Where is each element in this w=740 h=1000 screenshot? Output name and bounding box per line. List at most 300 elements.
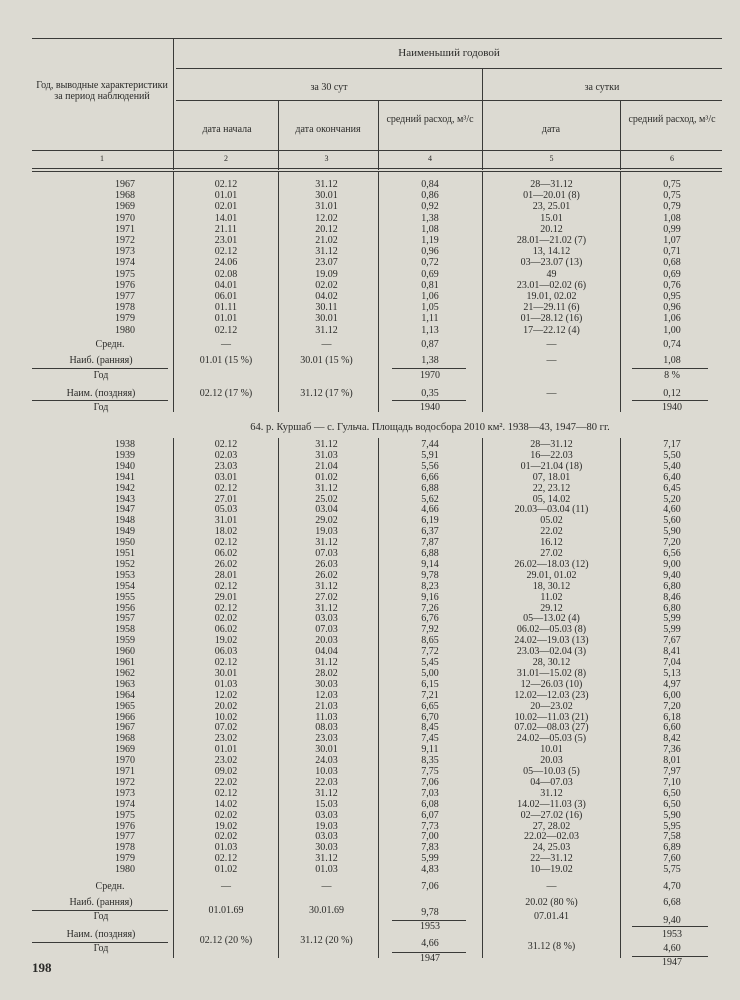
section2-day-date: 10.01 (540, 744, 563, 756)
section1-day-date: 13, 14.12 (532, 246, 571, 258)
section2-end-date: 31.12 (315, 482, 338, 494)
column-number-row (0, 154, 740, 164)
section2-start-date: 02.12 (214, 602, 238, 614)
section2-row-13 (0, 582, 740, 592)
section2-day-date: 07, 18.01 (532, 471, 571, 483)
section2-year: 1948 (115, 515, 135, 527)
section2-avg-flow-day: 6,60 (663, 722, 681, 734)
section2-row-18 (0, 636, 740, 646)
col1-label: Год, выводные характеристики за период наблюдений (36, 80, 168, 102)
section2-end-date: 03.03 (315, 831, 338, 843)
section2-year: 1950 (115, 537, 135, 549)
section2-avg-flow-day: 7,60 (663, 853, 681, 865)
s2-sredn-c6: 4,70 (663, 881, 681, 892)
section2-avg-flow-30: 7,44 (421, 439, 439, 450)
section2-end-date: 29.02 (315, 515, 338, 527)
section2-day-date: 20.03 (540, 755, 563, 767)
section2-row-21 (0, 669, 740, 679)
s1-naim-god-c6: 1940 (662, 402, 682, 413)
section2-avg-flow-day: 6,80 (663, 602, 681, 614)
section2-row-34 (0, 811, 740, 821)
s1-naim-rule-c4 (392, 400, 466, 401)
section2-year: 1973 (115, 787, 135, 799)
s2-sredn-label: Средн. (95, 881, 125, 892)
section2-row-32 (0, 789, 740, 799)
section2-year: 1962 (115, 667, 135, 679)
section2-year: 1960 (115, 646, 135, 658)
section2-avg-flow-30: 6,07 (421, 809, 439, 821)
s1-sredn-c3: — (321, 339, 332, 350)
section1-year: 1968 (115, 190, 135, 202)
section2-start-date: 19.02 (214, 820, 238, 832)
section2-avg-flow-30: 7,87 (421, 537, 439, 549)
section1-end-date: 23.07 (315, 257, 338, 269)
section1-end-date: 31.12 (315, 324, 338, 336)
s2-sredn-c4: 7,06 (421, 881, 439, 892)
section1-year: 1980 (115, 324, 135, 336)
section2-start-date: 28.01 (214, 569, 238, 581)
section2-end-date: 27.02 (315, 591, 338, 603)
section2-row-20 (0, 658, 740, 668)
section2-end-date: 23.03 (315, 733, 338, 745)
s1-naib-god-c4: 1970 (420, 370, 440, 381)
section2-end-date: 07.03 (315, 624, 338, 636)
section2-end-date: 30.03 (315, 678, 338, 690)
s1-naim-c3: 31.12 (17 %) (300, 388, 353, 399)
section2-avg-flow-30: 9,14 (421, 558, 439, 570)
section2-avg-flow-30: 6,66 (421, 471, 439, 483)
section2-day-date: 24, 25.03 (532, 842, 571, 854)
section1-avg-flow-30: 0,92 (421, 201, 439, 213)
section2-end-date: 11.03 (315, 711, 338, 723)
section1-avg-flow-30: 1,11 (421, 313, 439, 325)
section2-avg-flow-day: 5,99 (663, 613, 681, 625)
section1-year: 1970 (115, 212, 135, 224)
section1-start-date: 02.12 (214, 324, 238, 336)
section2-avg-flow-30: 8,65 (421, 635, 439, 647)
section2-day-date: 16.12 (540, 537, 563, 549)
section1-year: 1976 (115, 279, 135, 291)
col3-label: дата окончания (295, 124, 361, 135)
section2-avg-flow-30: 4,83 (421, 864, 439, 876)
section2-avg-flow-30: 7,03 (421, 787, 439, 799)
section1-avg-flow-day: 0,71 (663, 246, 681, 258)
s2-naim-god-c6: 1947 (662, 957, 682, 968)
section2-row-19 (0, 647, 740, 657)
section2-row-12 (0, 571, 740, 581)
section2-start-date: 05.03 (214, 504, 238, 516)
section2-row-10 (0, 549, 740, 559)
section2-start-date: 06.02 (214, 624, 238, 636)
section1-day-date: 21—29.11 (6) (523, 302, 580, 314)
section2-year: 1961 (115, 657, 135, 668)
col-num-2: 2 (224, 154, 228, 163)
section2-avg-flow-30: 9,16 (421, 591, 439, 603)
section2-avg-flow-30: 7,26 (421, 602, 439, 614)
section1-end-date: 12.02 (315, 212, 338, 224)
section2-end-date: 19.03 (315, 820, 338, 832)
section1-end-date: 31.12 (315, 246, 338, 258)
s1-naib-god-row (0, 371, 740, 381)
section1-day-date: 01—28.12 (16) (520, 313, 583, 325)
section2-day-date: 01—21.04 (18) (520, 460, 583, 472)
top-rule (32, 38, 722, 39)
section2-day-date: 05—10.03 (5) (523, 766, 580, 777)
section2-end-date: 31.12 (315, 657, 338, 668)
section2-day-date: 28, 30.12 (532, 657, 571, 668)
section2-day-date: 31.01—15.02 (8) (516, 667, 587, 679)
section2-row-3 (0, 473, 740, 483)
section1-start-date: 04.01 (214, 279, 238, 291)
section2-day-date: 28—31.12 (530, 439, 573, 450)
section2-start-date: 02.12 (214, 853, 238, 865)
section1-year: 1975 (115, 268, 135, 280)
section2-year: 1980 (115, 864, 135, 876)
section2-day-date: 07.02—08.03 (27) (514, 722, 589, 734)
section2-year: 1947 (115, 504, 135, 516)
section2-day-date: 18, 30.12 (532, 580, 571, 592)
section2-day-date: 02—27.02 (16) (520, 809, 583, 821)
section2-avg-flow-day: 5,99 (663, 624, 681, 636)
col4-label: средний расход, м³/с (386, 114, 474, 125)
s1-naib-c2: 01.01 (15 %) (199, 355, 253, 366)
s1-naib-rule-c6 (632, 368, 708, 369)
section1-avg-flow-30: 0,84 (421, 179, 439, 190)
section2-start-date: 01.02 (214, 864, 238, 876)
section1-row-12 (0, 314, 740, 324)
s2-naib-c4: 9,78 (421, 907, 439, 918)
section1-avg-flow-day: 1,00 (663, 324, 681, 336)
section2-start-date: 06.03 (214, 646, 238, 658)
section2-avg-flow-day: 6,18 (663, 711, 681, 723)
s2-naim-god-label: Год (93, 943, 109, 954)
section1-start-date: 02.01 (214, 201, 238, 213)
section2-row-4 (0, 484, 740, 494)
section2-day-date: 22.02—02.03 (524, 831, 579, 843)
section1-start-date: 02.12 (214, 246, 238, 258)
section2-avg-flow-day: 5,20 (663, 493, 681, 505)
section2-avg-flow-day: 5,40 (663, 460, 681, 472)
s2-naim-c3: 31.12 (20 %) (300, 935, 353, 946)
s1-naim-c5: — (546, 388, 557, 399)
section2-avg-flow-day: 6,56 (663, 548, 681, 559)
section2-avg-flow-day: 6,50 (663, 798, 681, 810)
section2-year: 1949 (115, 526, 135, 538)
section2-end-date: 08.03 (315, 722, 338, 734)
section1-day-date: 23, 25.01 (532, 201, 571, 213)
section1-row-13 (0, 326, 740, 336)
section1-day-date: 49 (546, 268, 557, 280)
section2-year: 1942 (115, 482, 135, 494)
section2-day-date: 05—13.02 (4) (523, 613, 580, 625)
section2-row-22 (0, 680, 740, 690)
section1-end-date: 02.02 (315, 279, 338, 291)
section2-row-26 (0, 723, 740, 733)
section2-day-date: 29.01, 01.02 (526, 569, 577, 581)
section1-avg-flow-day: 0,75 (663, 179, 681, 190)
s1-naib-c4: 1,38 (421, 355, 439, 366)
section1-avg-flow-day: 0,96 (663, 302, 681, 314)
section1-row-4 (0, 225, 740, 235)
section2-row-1 (0, 451, 740, 461)
section2-end-date: 21.04 (315, 460, 338, 472)
s1-naib-rule (32, 368, 168, 369)
section2-avg-flow-30: 5,56 (421, 460, 439, 472)
section2-avg-flow-30: 6,08 (421, 798, 439, 810)
section2-row-31 (0, 778, 740, 788)
header-bottom-rule (32, 150, 722, 151)
section2-row-6 (0, 505, 740, 515)
section2-start-date: 01.03 (214, 842, 238, 854)
s1-sredn-c2: — (221, 339, 231, 350)
col2-label: дата начала (202, 124, 252, 135)
section2-day-date: 12.02—12.03 (23) (514, 689, 589, 701)
section2-year: 1964 (115, 689, 135, 701)
section2-row-25 (0, 713, 740, 723)
section1-day-date: 28—31.12 (530, 179, 573, 190)
s1-naim-c2: 02.12 (17 %) (199, 388, 253, 399)
section1-start-date: 02.12 (214, 179, 238, 190)
section2-avg-flow-30: 5,91 (421, 449, 439, 461)
group-30-label: за 30 сут (310, 82, 348, 93)
section2-avg-flow-day: 8,46 (663, 591, 681, 603)
s1-naim-god-row (0, 403, 740, 413)
section1-day-date: 17—22.12 (4) (523, 324, 580, 336)
section2-start-date: 23.02 (214, 733, 238, 745)
section2-avg-flow-day: 5,90 (663, 526, 681, 538)
section1-avg-flow-day: 0,76 (663, 279, 681, 291)
section2-avg-flow-day: 7,67 (663, 635, 681, 647)
section1-year: 1973 (115, 246, 135, 258)
section2-day-date: 26.02—18.03 (12) (514, 558, 589, 570)
col-num-1: 1 (100, 154, 104, 163)
section1-day-date: 01—20.01 (8) (523, 190, 580, 202)
section2-end-date: 03.03 (315, 613, 338, 625)
s1-naim-row (0, 389, 740, 399)
section2-start-date: 12.02 (214, 689, 238, 701)
section2-start-date: 02.12 (214, 787, 238, 799)
section2-avg-flow-day: 9,00 (663, 558, 681, 570)
section2-day-date: 04—07.03 (530, 776, 573, 788)
section2-start-date: 10.02 (214, 711, 238, 723)
section2-year: 1976 (115, 820, 135, 832)
section2-avg-flow-30: 5,62 (421, 493, 439, 505)
section2-row-11 (0, 560, 740, 570)
section2-end-date: 25.02 (315, 493, 338, 505)
section2-avg-flow-30: 7,72 (421, 646, 439, 658)
section2-end-date: 15.03 (315, 798, 338, 810)
section1-start-date: 02.08 (214, 268, 238, 280)
s2-naib-god-label: Год (93, 911, 109, 922)
section2-avg-flow-30: 9,78 (421, 569, 439, 581)
section2-avg-flow-day: 8,41 (663, 646, 681, 658)
col-num-6: 6 (670, 154, 674, 163)
section2-year: 1978 (115, 842, 135, 854)
section2-year: 1958 (115, 624, 135, 636)
section1-start-date: 01.01 (214, 190, 238, 202)
section1-row-8 (0, 270, 740, 280)
s1-naim-c6: 0,12 (663, 388, 681, 399)
s1-naim-label: Наим. (поздняя) (66, 388, 136, 399)
page-number: 198 (32, 960, 52, 975)
section2-avg-flow-day: 7,20 (663, 700, 681, 712)
s1-naim-c4: 0,35 (421, 388, 439, 399)
section2-year: 1954 (115, 580, 135, 592)
section2-end-date: 20.03 (315, 635, 338, 647)
section2-avg-flow-day: 5,50 (663, 449, 681, 461)
section1-avg-flow-day: 0,95 (663, 291, 681, 302)
section2-avg-flow-day: 5,90 (663, 809, 681, 821)
section2-year: 1938 (115, 439, 135, 450)
section2-avg-flow-day: 8,01 (663, 755, 681, 767)
section1-avg-flow-30: 0,72 (421, 257, 439, 269)
section2-end-date: 03.04 (315, 504, 338, 516)
section1-end-date: 19.09 (315, 268, 338, 280)
section2-end-date: 31.12 (315, 602, 338, 614)
section1-year: 1971 (115, 223, 135, 235)
group-rule (176, 68, 722, 69)
section1-row-10 (0, 292, 740, 302)
s2-naib-c2: 01.01.69 (208, 905, 244, 916)
section1-end-date: 20.12 (315, 223, 338, 235)
col-num-4: 4 (428, 154, 432, 163)
section2-avg-flow-30: 6,65 (421, 700, 439, 712)
section2-start-date: 02.12 (214, 439, 238, 450)
section2-avg-flow-day: 7,58 (663, 831, 681, 843)
section1-avg-flow-day: 1,06 (663, 313, 681, 325)
section1-year: 1967 (115, 179, 135, 190)
section2-year: 1943 (115, 493, 135, 505)
col-num-5: 5 (549, 154, 554, 163)
section2-avg-flow-30: 6,70 (421, 711, 439, 723)
section1-day-date: 20.12 (540, 223, 563, 235)
section2-year: 1970 (115, 755, 135, 767)
section2-day-date: 10.02—11.03 (21) (514, 711, 589, 723)
col5-label: дата (541, 124, 561, 135)
section2-year: 1956 (115, 602, 135, 614)
section1-day-date: 19.01, 02.02 (526, 291, 577, 302)
section1-avg-flow-30: 1,38 (421, 212, 439, 224)
section2-year: 1939 (115, 449, 135, 461)
section1-avg-flow-30: 0,69 (421, 268, 439, 280)
s2-naib-c5: 20.02 (80 %) (525, 897, 578, 908)
section1-start-date: 01.11 (214, 302, 238, 314)
section2-avg-flow-30: 8,45 (421, 722, 439, 734)
section2-day-date: 06.02—05.03 (8) (516, 624, 587, 636)
s1-naib-c6: 1,08 (663, 355, 681, 366)
section2-avg-flow-day: 5,75 (663, 864, 681, 876)
section1-avg-flow-30: 1,19 (421, 235, 439, 246)
section2-day-date: 29.12 (540, 602, 563, 614)
section2-avg-flow-day: 4,97 (663, 678, 681, 690)
section2-end-date: 31.12 (315, 853, 338, 865)
section2-end-date: 31.12 (315, 787, 338, 799)
section2-avg-flow-30: 6,76 (421, 613, 439, 625)
section2-avg-flow-day: 7,10 (663, 776, 681, 788)
section1-day-date: 15.01 (540, 212, 563, 224)
section2-end-date: 30.03 (315, 842, 338, 854)
section2-end-date: 03.03 (315, 809, 338, 821)
section2-row-30 (0, 767, 740, 777)
section2-start-date: 02.03 (214, 449, 238, 461)
section1-avg-flow-day: 1,07 (663, 235, 681, 246)
section2-start-date: 26.02 (214, 558, 238, 570)
section2-day-date: 05.02 (540, 515, 563, 527)
section1-start-date: 24.06 (214, 257, 238, 269)
section2-year: 1977 (115, 831, 135, 843)
section1-row-7 (0, 258, 740, 268)
section2-start-date: 02.02 (214, 613, 238, 625)
group-day-label: за сутки (584, 82, 620, 93)
section2-day-date: 27, 28.02 (532, 820, 571, 832)
section1-year: 1978 (115, 302, 135, 314)
section1-row-0 (0, 180, 740, 190)
numbers-rule (32, 168, 722, 169)
section2-row-38 (0, 854, 740, 864)
section2-year: 1979 (115, 853, 135, 865)
section2-year: 1971 (115, 766, 135, 777)
section2-avg-flow-30: 7,83 (421, 842, 439, 854)
section1-year: 1974 (115, 257, 135, 269)
section2-end-date: 31.12 (315, 439, 338, 450)
section2-year: 1968 (115, 733, 135, 745)
section2-end-date: 31.12 (315, 580, 338, 592)
section2-day-date: 23.03—02.04 (3) (516, 646, 587, 658)
section2-start-date: 06.02 (214, 548, 238, 559)
section2-day-date: 12—26.03 (10) (520, 678, 583, 690)
section2-end-date: 30.01 (315, 744, 338, 756)
section2-end-date: 19.03 (315, 526, 338, 538)
section2-day-date: 20—23.02 (530, 700, 573, 712)
section1-year: 1972 (115, 235, 135, 246)
section2-avg-flow-30: 5,99 (421, 853, 439, 865)
section1-start-date: 06.01 (214, 291, 238, 302)
section2-day-date: 16—22.03 (530, 449, 573, 461)
s1-naim-god-label: Год (93, 402, 109, 413)
section2-end-date: 24.03 (315, 755, 338, 767)
section1-avg-flow-day: 1,08 (663, 212, 681, 224)
section2-start-date: 31.01 (214, 515, 238, 527)
section2-start-date: 02.02 (214, 809, 238, 821)
s2-naib-god-c6b: 1953 (662, 929, 682, 940)
section-2-title: 64. р. Куршаб — с. Гульча. Площадь водосбора 2010 км². 1938—43, 1947—80 гг. (250, 422, 610, 433)
section2-avg-flow-day: 6,80 (663, 580, 681, 592)
section2-year: 1952 (115, 558, 135, 570)
section1-day-date: 23.01—02.02 (6) (516, 279, 587, 291)
section2-year: 1963 (115, 678, 135, 690)
section2-start-date: 09.02 (214, 766, 238, 777)
section1-row-11 (0, 303, 740, 313)
section2-avg-flow-30: 7,73 (421, 820, 439, 832)
section2-avg-flow-30: 5,00 (421, 667, 439, 679)
s2-sredn-c5: — (546, 881, 557, 892)
section2-row-35 (0, 822, 740, 832)
section2-row-8 (0, 527, 740, 537)
section2-year: 1951 (115, 548, 135, 559)
section2-avg-flow-30: 7,75 (421, 766, 439, 777)
section2-avg-flow-30: 6,88 (421, 482, 439, 494)
section1-end-date: 21.02 (315, 235, 338, 246)
section2-start-date: 22.02 (214, 776, 238, 788)
section2-day-date: 22.02 (540, 526, 563, 538)
section2-end-date: 26.03 (315, 558, 338, 570)
section2-year: 1965 (115, 700, 135, 712)
section2-avg-flow-30: 8,23 (421, 580, 439, 592)
numbers-rule-2 (32, 171, 722, 172)
section2-end-date: 31.03 (315, 449, 338, 461)
section2-row-29 (0, 756, 740, 766)
section2-start-date: 02.12 (214, 580, 238, 592)
